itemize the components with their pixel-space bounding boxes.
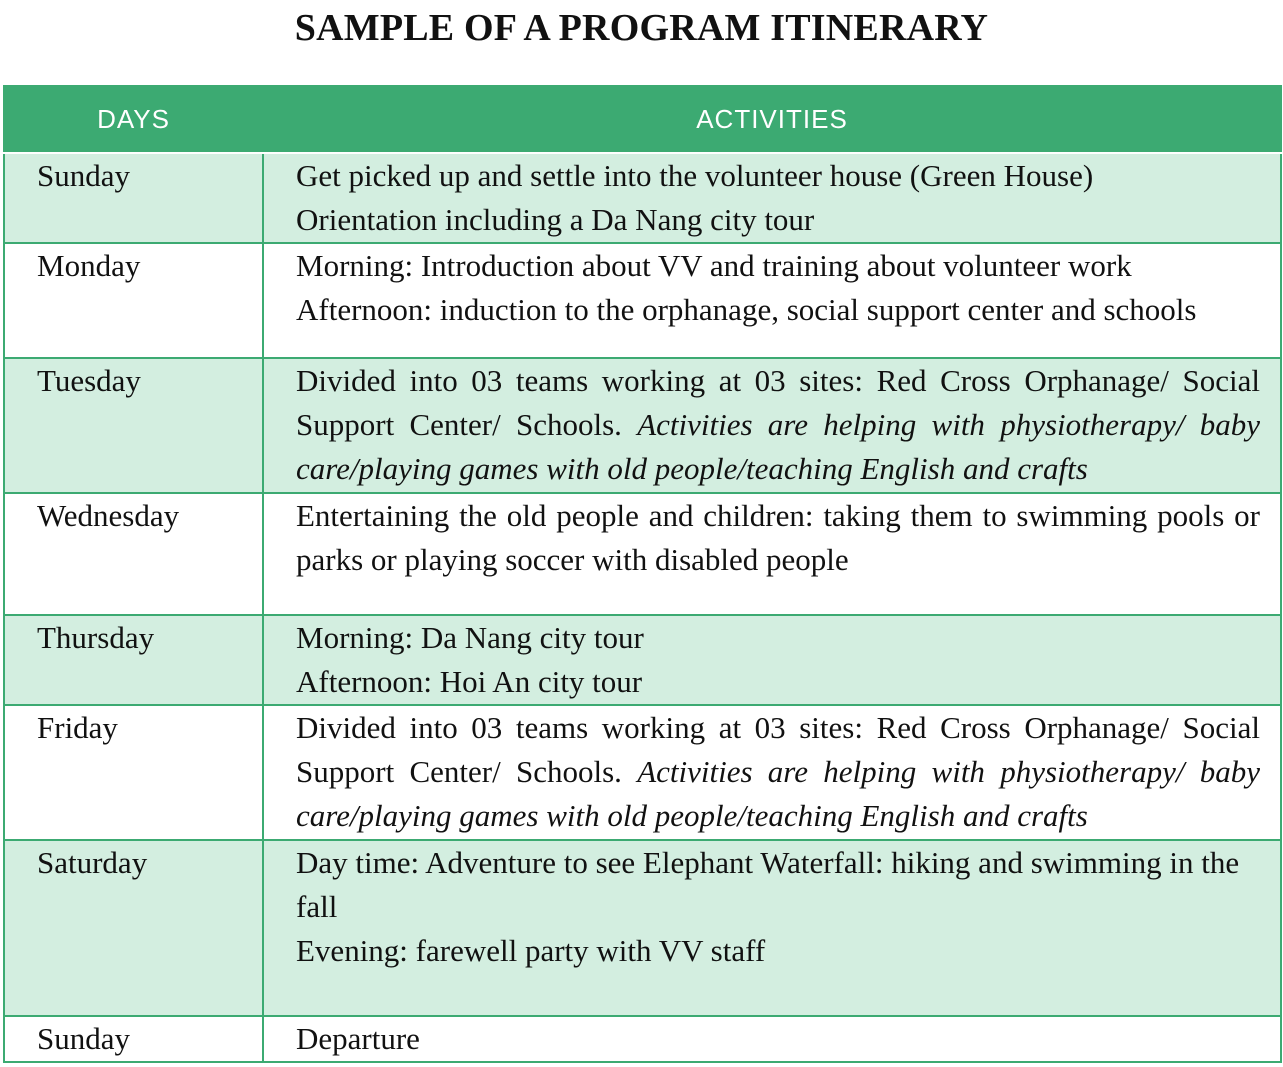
table-row — [4, 705, 1281, 840]
column-header-activities: ACTIVITIES — [263, 86, 1281, 153]
day-cell: Thursday — [4, 615, 263, 705]
table-row — [4, 1016, 1281, 1062]
activity-line: Morning: Introduction about VV and training about volunteer work — [296, 248, 1132, 283]
activity-line: Departure — [296, 1021, 420, 1056]
activity-paragraph — [296, 359, 1260, 491]
activity-cell — [263, 493, 1281, 615]
table-row — [4, 840, 1281, 1016]
activity-text-italic: Activities are helping with physiotherapy/ baby care/playing games with old people/teaching English and crafts — [296, 754, 1260, 833]
activity-line: Day time: Adventure to see Elephant Waterfall: hiking and swimming in the fall — [296, 845, 1240, 924]
activity-cell — [263, 153, 1281, 243]
table-row — [4, 358, 1281, 493]
activity-cell — [263, 840, 1281, 1016]
activity-cell — [263, 243, 1281, 358]
table-row — [4, 493, 1281, 615]
day-cell: Sunday — [4, 1016, 263, 1062]
day-cell: Sunday — [4, 153, 263, 243]
day-cell: Wednesday — [4, 493, 263, 615]
activity-line: Entertaining the old people and children: taking them to swimming pools or parks or playing soccer with disabled people — [296, 498, 1260, 577]
activity-line: Evening: farewell party with VV staff — [296, 933, 766, 968]
activity-line: Afternoon: induction to the orphanage, social support center and schools — [296, 292, 1197, 327]
activity-cell — [263, 1016, 1281, 1062]
day-cell: Saturday — [4, 840, 263, 1016]
table-row — [4, 243, 1281, 358]
activity-line: Orientation including a Da Nang city tour — [296, 202, 815, 237]
activity-cell — [263, 615, 1281, 705]
day-cell: Monday — [4, 243, 263, 358]
activity-paragraph — [296, 706, 1260, 838]
day-cell: Tuesday — [4, 358, 263, 493]
activity-line: Get picked up and settle into the volunteer house (Green House) — [296, 158, 1094, 193]
activity-line: Afternoon: Hoi An city tour — [296, 664, 643, 699]
activity-text: Divided into 03 teams working at 03 sites: Red Cross Orphanage/ Social Support Center/ Schools. — [296, 363, 1260, 442]
activity-cell — [263, 705, 1281, 840]
activity-cell — [263, 358, 1281, 493]
itinerary-table — [3, 85, 1282, 1063]
column-header-days: DAYS — [4, 86, 263, 153]
page-title: SAMPLE OF A PROGRAM ITINERARY — [294, 7, 989, 49]
table-row — [4, 153, 1281, 243]
day-cell: Friday — [4, 705, 263, 840]
table-row — [4, 615, 1281, 705]
activity-text-italic: Activities are helping with physiotherapy/ baby care/playing games with old people/teaching English and crafts — [296, 407, 1260, 486]
activity-text: Divided into 03 teams working at 03 sites: Red Cross Orphanage/ Social Support Center/ Schools. — [296, 710, 1260, 789]
activity-line: Morning: Da Nang city tour — [296, 620, 644, 655]
table-header-row — [4, 86, 1281, 153]
